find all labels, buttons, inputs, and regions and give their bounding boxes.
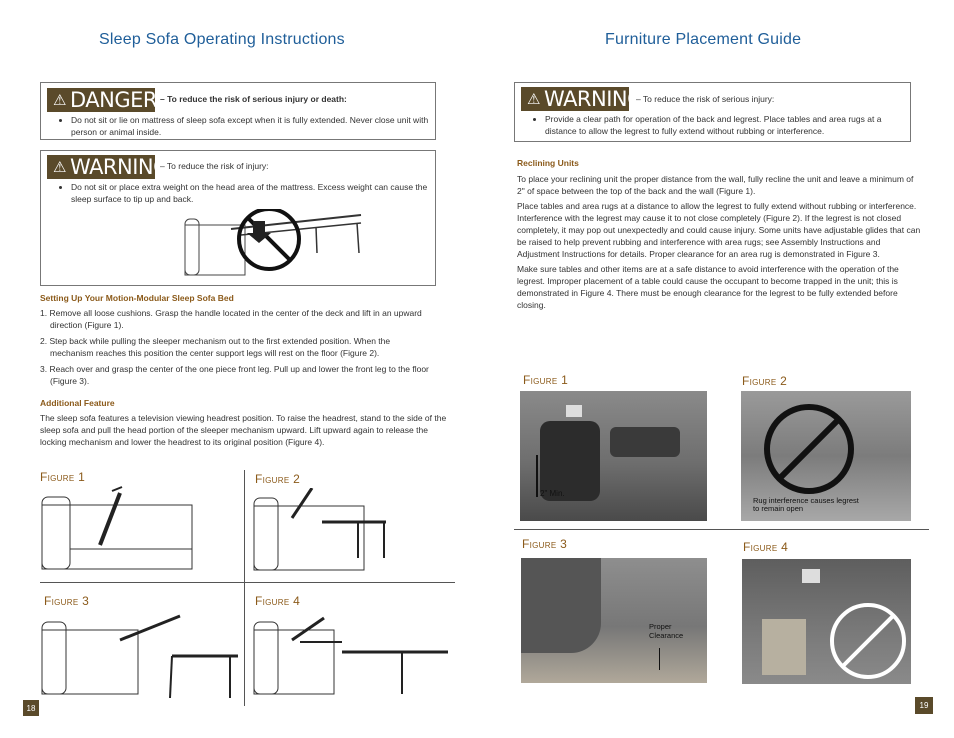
left-page-title: Sleep Sofa Operating Instructions <box>99 31 345 48</box>
left-figure-3-illustration <box>40 612 240 704</box>
chair-shape <box>521 558 601 653</box>
lamp-shade <box>802 569 820 583</box>
right-figure-4-photo <box>742 559 911 684</box>
left-figure-4-illustration <box>252 612 452 704</box>
left-figure-4-label: Figure 4 <box>255 594 301 608</box>
right-figure-2-photo <box>741 391 911 521</box>
setup-step: 2. Step back while pulling the sleeper mechanism out to the first extended position. When the mechanism reaches this position the center support legs will rest on the floor (Figure 2). <box>40 336 391 358</box>
figure-divider-vertical <box>244 470 245 706</box>
additional-text: The sleep sofa features a television viewing headrest position. To raise the headrest, stand to the side of the sleep sofa and pull the head portion of the sleeper mechanism upward. Lift upward again to release the locking mechanism and lower the headrest to its original position (Figure 4). <box>40 413 447 447</box>
left-figure-2-illustration <box>252 488 452 578</box>
right-warning-badge <box>521 87 643 111</box>
left-figure-3-label: Figure 3 <box>44 594 90 608</box>
left-page-number: 18 <box>23 700 39 716</box>
reclining-heading: Reclining Units <box>517 158 579 168</box>
right-figure-1-label: Figure 1 <box>523 373 569 387</box>
danger-lead: – To reduce the risk of serious injury or death: <box>160 94 347 104</box>
reclining-paragraph: Make sure tables and other items are at a safe distance to avoid interference with the operation of the legrest. Improper placement of a table could cause the occupant to become trapped in the unit; this is demonstrated in Figure 4. There must be enough clearance for the legrest to be fully extended before closing. <box>517 264 899 310</box>
right-warning-box <box>514 82 911 142</box>
fig3-caption: Proper Clearance <box>649 622 684 640</box>
prohibition-icon <box>826 599 910 683</box>
warning-badge <box>47 155 169 179</box>
right-page-number: 19 <box>915 697 933 714</box>
setup-step: 3. Reach over and grasp the center of the one piece front leg. Pull up and lower the front leg to the floor (Figure 3). <box>40 364 429 386</box>
right-figure-3-label: Figure 3 <box>522 537 568 551</box>
warning-badge-label: WARNING <box>69 155 169 179</box>
danger-badge <box>47 88 155 112</box>
right-warning-lead: – To reduce the risk of serious injury: <box>636 94 775 104</box>
left-figure-1-illustration <box>40 485 240 575</box>
warning-box <box>40 150 436 286</box>
danger-box <box>40 82 436 140</box>
warning-list <box>57 181 431 205</box>
danger-badge-label: DANGER <box>69 88 157 112</box>
setup-step: 1. Remove all loose cushions. Grasp the handle located in the center of the deck and lift in an upward direction (Figure 1). <box>40 308 422 330</box>
clearance-marker <box>659 648 660 670</box>
prohibition-icon <box>761 401 861 501</box>
right-warning-list <box>531 113 909 137</box>
left-figure-1-label: Figure 1 <box>40 470 86 484</box>
warning-lead: – To reduce the risk of injury: <box>160 161 269 171</box>
danger-list <box>57 114 431 138</box>
warning-triangle-icon: ⚠ <box>527 90 540 108</box>
fig2-caption: Rug interference causes legrest to remain open <box>753 496 859 513</box>
measure-line <box>536 455 538 497</box>
reclining-paragraph: To place your reclining unit the proper distance from the wall, fully recline the unit and leave a minimum of 2" of space between the top of the back and the wall (Figure 1). <box>517 174 914 196</box>
reclining-text <box>517 173 921 311</box>
warning-triangle-icon: ⚠ <box>53 158 66 176</box>
danger-bullet: • Do not sit or lie on mattress of sleep sofa except when it is fully extended. Never close unit with person or animal inside. <box>71 114 431 138</box>
right-page-title: Furniture Placement Guide <box>605 31 802 48</box>
setup-steps <box>40 307 430 387</box>
right-figure-divider <box>514 529 929 530</box>
right-figure-4-label: Figure 4 <box>743 540 789 554</box>
additional-heading: Additional Feature <box>40 398 115 408</box>
right-figure-2-label: Figure 2 <box>742 374 788 388</box>
figure-divider-horizontal <box>40 582 455 583</box>
right-warning-bullet: • Provide a clear path for operation of the back and legrest. Place tables and area rugs at a distance to allow the legrest to fully extend without rubbing or interference. <box>545 113 909 137</box>
warning-bullet: • Do not sit or place extra weight on the head area of the mattress. Excess weight can cause the sleep surface to tip up and back. <box>71 181 431 205</box>
left-figure-2-label: Figure 2 <box>255 472 301 486</box>
warning-triangle-icon: ⚠ <box>53 91 66 109</box>
right-figure-1-photo <box>520 391 707 521</box>
reclining-paragraph: Place tables and area rugs at a distance to allow the legrest to fully extend without rubbing or interference. Interference with the legrest may cause it to not close completely (Figure 2). If the legrest is not closed completely, it may pop out unexpectedly and could cause injury. Some units have adjustable glides that can be raised to help prevent rubbing and interference with area rugs; see Assembly Instructions and Adjustment Instructions for details. Proper clearance for an area rug is demonstrated in Figure 3. <box>517 201 921 259</box>
side-table-shape <box>762 619 806 675</box>
sofa-tip-illustration <box>181 209 371 281</box>
sofa-shape <box>610 427 680 457</box>
right-warning-badge-label: WARNING <box>543 87 643 111</box>
lamp-shade <box>566 405 582 417</box>
right-figure-3-photo <box>521 558 707 683</box>
fig1-min-label: 2" Min. <box>540 489 565 498</box>
setup-heading: Setting Up Your Motion-Modular Sleep Sofa Bed <box>40 293 234 303</box>
